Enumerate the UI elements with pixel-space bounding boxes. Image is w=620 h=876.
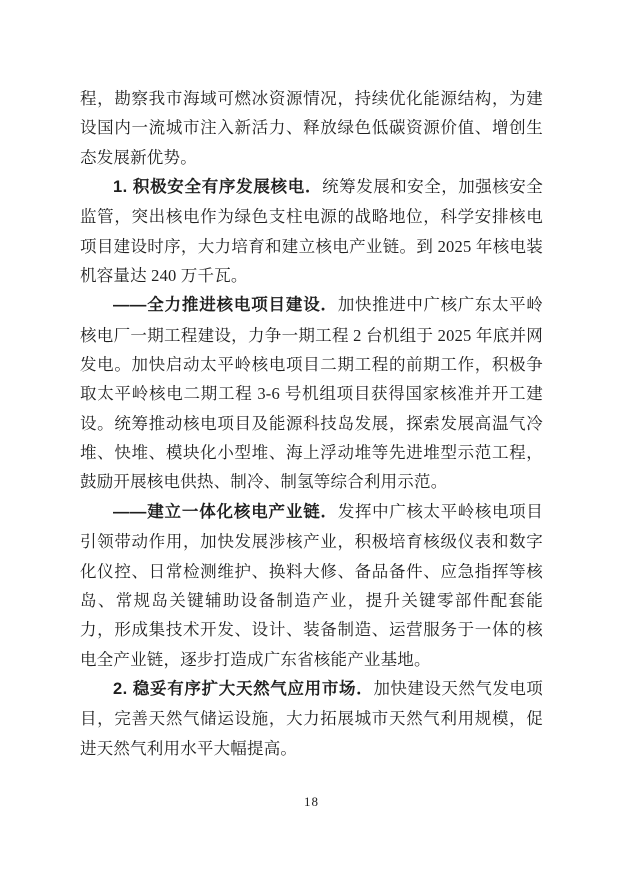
paragraph-text: 加快推进中广核广东太平岭核电厂一期工程建设，力争一期工程 2 台机组于 2025 年底并网发电。加快启动太平岭核电项目二期工程的前期工作，积极争取太平岭核电二期工程 3-6 号机组项目获得国家核准并开工建设。统筹推动核电项目及能源科技岛发展，探索发展高温气冷堆、快堆、模块化小型堆、海上浮动堆等先进堆型示范工程，鼓励开展核电供热、制冷、制氢等综合利用示范。: [80, 295, 544, 492]
paragraph-item-1-nuclear-power: [80, 172, 543, 290]
paragraph-lead: 2. 稳妥有序扩大天然气应用市场．: [113, 679, 374, 698]
paragraph-item-2-natural-gas: [80, 674, 543, 763]
paragraph-text: 加快建设天然气发电项目，完善天然气储运设施，大力拓展城市天然气利用规模，促进天然气利用水平大幅提高。: [80, 678, 544, 758]
paragraph-lead: ——建立一体化核电产业链．: [113, 502, 338, 521]
paragraph-text: 统筹发展和安全，加强核安全监管，突出核电作为绿色支柱电源的战略地位，科学安排核电项目建设时序，大力培育和建立核电产业链。到 2025 年核电装机容量达 240 万千瓦。: [80, 177, 543, 286]
paragraph-nuclear-industry-chain: [80, 497, 543, 674]
paragraph-text: 发挥中广核太平岭核电项目引领带动作用，加快发展涉核产业，积极培育核级仪表和数字化仪控、日常检测维护、换料大修、备品备件、应急指挥等核岛、常规岛关键辅助设备制造产业，提升关键零部件配套能力，形成集技术开发、设计、装备制造、运营服务于一体的核电全产业链，逐步打造成广东省核能产业基地。: [80, 501, 544, 669]
page-number: 18: [304, 794, 319, 809]
paragraph-lead: ——全力推进核电项目建设．: [113, 296, 338, 315]
paragraph-continuation: [80, 84, 543, 172]
document-body: [80, 84, 543, 763]
paragraph-text: 程，勘察我市海域可燃冰资源情况，持续优化能源结构，为建设国内一流城市注入新活力、释放绿色低碳资源价值、增创生态发展新优势。: [80, 89, 543, 167]
paragraph-lead: 1. 积极安全有序发展核电．: [113, 178, 323, 197]
paragraph-nuclear-project-construction: [80, 290, 543, 496]
